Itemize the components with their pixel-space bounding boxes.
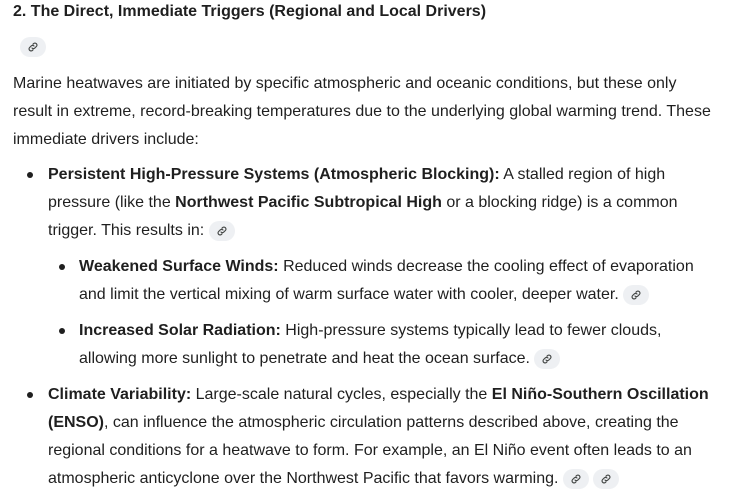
bullet-weakened-winds: Weakened Surface Winds: Reduced winds decrease the cooling effect of evaporation and limit the vertical mixing of warm surface water with cooler, deeper water. (79, 258, 694, 303)
bullet-dot (27, 392, 33, 398)
source-link-chip[interactable] (623, 285, 649, 305)
bullet-title: Weakened Surface Winds: (79, 258, 279, 275)
bullet-climate-variability: Climate Variability: Large-scale natural cycles, especially the El Niño-Southern Oscillation (ENSO), can influence the atmospheric circulation patterns described above, creating the regional conditions for a heatwave to form. For example, an El Niño event often leads to an atmospheric anticyclone over the Northwest Pacific that favors warming. (48, 386, 709, 487)
bullet-emphasis: El Niño-Southern Oscillation (ENSO) (48, 386, 709, 431)
bullet-title: Increased Solar Radiation: (79, 322, 281, 339)
link-icon (541, 353, 553, 365)
intro-paragraph: Marine heatwaves are initiated by specific atmospheric and oceanic conditions, but these only result in extreme, record-breaking temperatures due to the underlying global warming trend. These immediate drivers include: (13, 75, 711, 148)
bullet-title: Climate Variability: (48, 386, 192, 403)
source-link-chip[interactable] (20, 37, 46, 57)
source-link-chip[interactable] (209, 221, 235, 241)
section-heading: 2. The Direct, Immediate Triggers (Regional and Local Drivers) (13, 3, 487, 20)
source-link-chip[interactable] (534, 349, 560, 369)
bullet-dot (59, 264, 65, 270)
link-icon (216, 225, 228, 237)
link-icon (570, 473, 582, 485)
link-icon (600, 473, 612, 485)
source-link-chip[interactable] (593, 469, 619, 489)
bullet-solar-radiation: Increased Solar Radiation: High-pressure systems typically lead to fewer clouds, allowing more sunlight to penetrate and heat the ocean surface. (79, 322, 662, 367)
source-link-chip[interactable] (563, 469, 589, 489)
bullet-dot (27, 172, 33, 178)
bullet-emphasis: Northwest Pacific Subtropical High (175, 194, 442, 211)
bullet-dot (59, 328, 65, 334)
link-icon (27, 41, 39, 53)
link-icon (630, 289, 642, 301)
bullet-title: Persistent High-Pressure Systems (Atmospheric Blocking): (48, 166, 500, 183)
bullet-high-pressure: Persistent High-Pressure Systems (Atmospheric Blocking): A stalled region of high pressure (like the Northwest Pacific Subtropical High or a blocking ridge) is a common trigger. This results in: (48, 166, 678, 239)
